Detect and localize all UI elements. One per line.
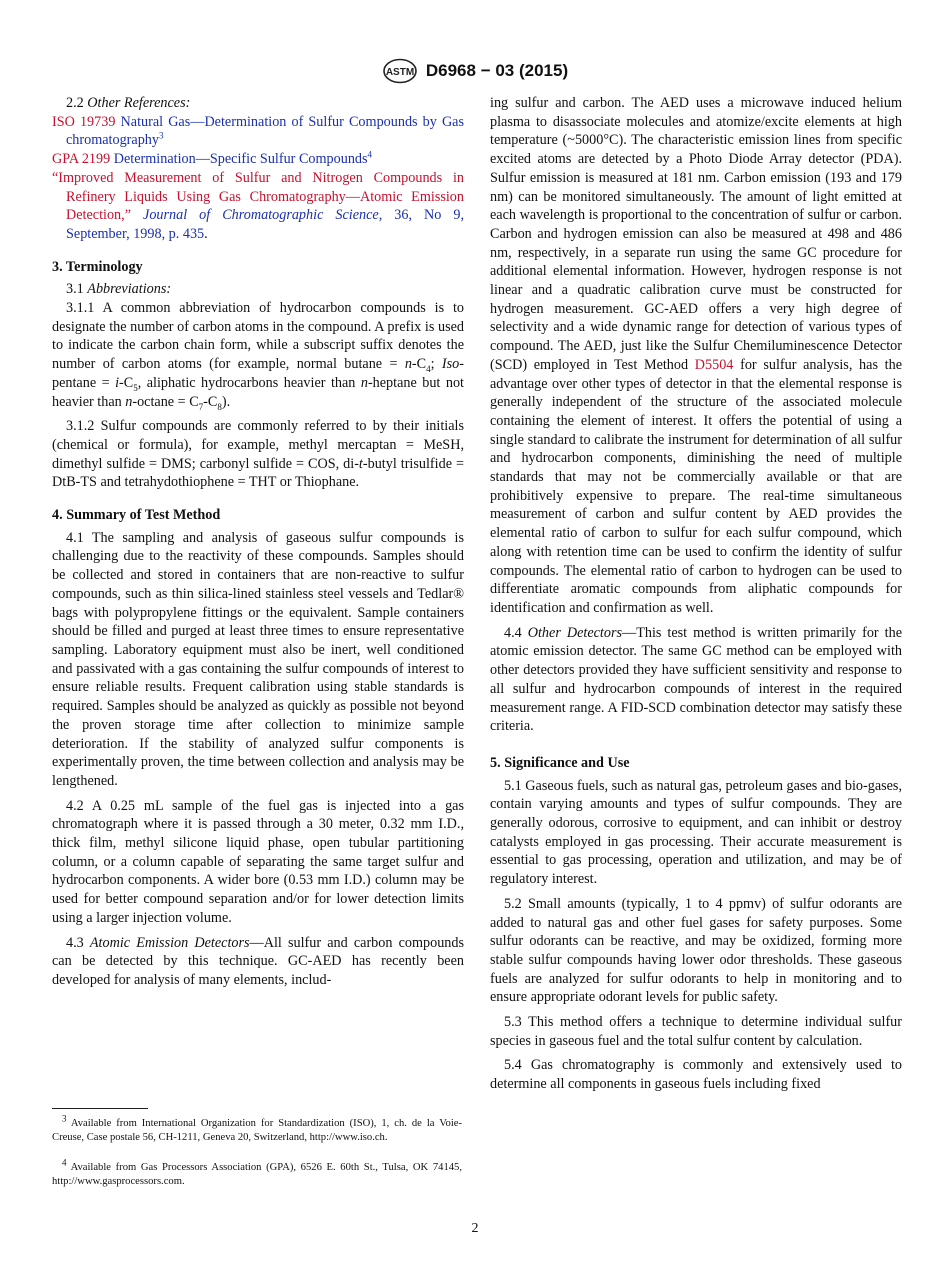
logo-text: ASTM bbox=[385, 67, 415, 78]
footnote-4: $^4$ Available from Gas Processors Association (GPA), 6526 E. 60th St., Tulsa, OK 74145, http://www.gasprocessors.com. bbox=[52, 1157, 462, 1187]
other-references-heading: 2.2 Other References: bbox=[66, 95, 191, 111]
paragraph-4-4: 4.4 Other Detectors—This test method is written primarily for the atomic emission detector. The same GC method can be employed with other detectors provided they have sufficient sensitivity and response to all sulfur and hydrocarbon compounds of interest in the required measurement range. A FID-SCD combination detector may satisfy these criteria. bbox=[490, 624, 902, 735]
paragraph-5-1: 5.1 Gaseous fuels, such as natural gas, petroleum gases and bio-gases, contain varying amounts and types of sulfur compounds. They are generally odorous, corrosive to equipment, and can inhibit or destroy catalysts employed in gas processing. Their accurate measurement is essential to gas processing, operation and utilization, and may be of regulatory interest. bbox=[490, 777, 902, 888]
astm-logo-icon bbox=[382, 58, 418, 84]
section-3-heading: 3. Terminology bbox=[52, 258, 143, 275]
paragraph-4-3-continued: ing sulfur and carbon. The AED uses a microwave induced helium plasma to disassociate molecules and atomize/excite elements at high temperature (~5000°C). The characteristic emission lines from specific excited atoms are detected by a Photo Diode Array detector (PDA). Sulfur emission is measured at 181 nm. Carbon emission (193 and 179 nm) can be monitored simultaneously. The amount of light emitted at each wavelength is proportional to the concentration of sulfur or carbon. Carbon and hydrogen emission can also be measured at 498 and 486 nm, respectively, in a separate run using the same GC procedure for additional elemental information. However, hydrogen response is not linear and a quadratic calibration curve must be constructed for hydrogen measurement. GC-AED offers a very high degree of selectivity and a wide dynamic range for detection of various types of compound. The AED, just like the Sulfur Chemiluminescence Detector (SCD) employed in Test Method D5504 for sulfur analysis, has the advantage over other types of detector in that the elemental response is generally independent of the structure of the associated molecule containing the element of interest. It offers the potential of using a single standard to calibrate the instrument for determination of all sulfur and hydrocarbon components, diminishing the need of multiple standards that may not be commercially available or that are prohibitively expensive to prepare. The real-time simultaneous measurement of carbon and sulfur content by AED provides the elemental ratio of carbon to sulfur for each sulfur compound, which along with retention time can be used to confirm the identity of sulfur compounds. The elemental ratio of carbon to hydrogen can be used to differentiate aromatic compounds from aliphatic compounds for identification and confirmation as well. bbox=[490, 95, 902, 616]
page-header bbox=[0, 58, 950, 84]
left-column bbox=[52, 94, 464, 990]
paragraph-4-2: 4.2 A 0.25 mL sample of the fuel gas is injected into a gas chromatograph where it is passed through a 30 meter, 0.32 mm I.D., thick film, methyl silicone liquid phase, open tubular partitioning column, or a column capable of separating the same target sulfur and hydrocarbon components. A wider bore (0.53 mm I.D.) column may be used for better compound separation and/or for lower detection limits using a larger injection volume. bbox=[52, 797, 464, 926]
d5504-link[interactable]: D5504 bbox=[694, 356, 734, 373]
paragraph-3-1-1: 3.1.1 A common abbreviation of hydrocarbon compounds is to designate the number of carbon atoms in the compound. A prefix is used to indicate the carbon chain form, while a subscript suffix denotes the number of carbon atoms (for example, normal $butane = n-C_4$; $Iso-pentane = i-C_5$, aliphatic hydrocarbons heavier than n-heptane but not heavier than $n-octane = C_7-C_8$). bbox=[52, 300, 464, 412]
iso-19739-link[interactable]: ISO 19739 bbox=[52, 113, 116, 130]
paragraph-3-1-2: 3.1.2 Sulfur compounds are commonly referred to by their initials (chemical or formula), for example, methyl mercaptan = MeSH, dimethyl sulfide = DMS; carbonyl sulfide = COS, di-t-butyl trisulfide = DtB-TS and tetrahydothiophene = THT or Thiophane. bbox=[52, 418, 464, 491]
paragraph-4-1: 4.1 The sampling and analysis of gaseous sulfur compounds is challenging due to the reactivity of these compounds. Samples should be collected and stored in containers that are non-reactive to sulfur compounds, such as thin silica-lined stainless steel vessels and Tedlar® bags with polypropylene fittings or the equivalent. Sample containers should be filled and purged at least three times to ensure representative sampling. Laboratory equipment must also be inert, well conditioned and passivated with a gas containing the sulfur compounds of interest to ensure reliable results. Frequent calibration using stable standards is required. Samples should be analyzed as quickly as possible not beyond the proven storage time after collection to minimize sample deterioration. If the stability of analyzed sulfur components is experimentally proven, the time between collection and analysis may be lengthened. bbox=[52, 529, 464, 789]
reference-gpa-2199: GPA 2199 Determination—Specific Sulfur Compounds$^4$ bbox=[52, 149, 373, 168]
paragraph-4-3: 4.3 Atomic Emission Detectors—All sulfur and carbon compounds can be detected by this technique. GC-AED has recently been developed for analysis of many elements, includ- bbox=[52, 934, 465, 988]
paragraph-5-2: 5.2 Small amounts (typically, 1 to 4 ppmv) of sulfur odorants are added to natural gas and other fuel gases for safety purposes. Some sulfur odorants can be reactive, and may be oxidized, forming more stable sulfur compounds having lower odor thresholds. These gaseous fuels are analyzed for sulfur odorants to help in monitoring and to ensure appropriate odorant levels for public safety. bbox=[490, 895, 902, 1006]
right-column bbox=[490, 94, 902, 1094]
footnote-divider bbox=[52, 1108, 148, 1109]
gpa-2199-link[interactable]: GPA 2199 bbox=[52, 151, 111, 168]
document-designation: D6968 − 03 (2015) bbox=[425, 61, 569, 80]
paragraph-5-3: 5.3 This method offers a technique to determine individual sulfur species in gaseous fuel and the total sulfur content by calculation. bbox=[490, 1014, 902, 1049]
footnote-3: $^3$ Available from International Organization for Standardization (ISO), 1, ch. de la Voie-Creuse, Case postale 56, CH-1211, Geneva 20, Switzerland, http://www.iso.ch. bbox=[52, 1113, 462, 1143]
reference-iso-19739: ISO 19739 Natural Gas—Determination of Sulfur Compounds by Gas chromatography$^3$ bbox=[52, 113, 465, 149]
paragraph-3-1: 3.1 Abbreviations: bbox=[66, 281, 172, 298]
section-4-heading: 4. Summary of Test Method bbox=[52, 507, 221, 524]
reference-journal-article: “Improved Measurement of Sulfur and Nitrogen Compounds in Refinery Liquids Using Gas Chromatography—Atomic Emission Detection,” Journal of Chromatographic Science, 36, No 9, September, 1998, p. 435. bbox=[52, 169, 464, 242]
section-5-heading: 5. Significance and Use bbox=[490, 754, 630, 771]
paragraph-5-4: 5.4 Gas chromatography is commonly and extensively used to determine all components in gaseous fuels including fixed bbox=[490, 1057, 902, 1093]
page-number: 2 bbox=[471, 1221, 479, 1236]
journal-article-link[interactable]: “Improved Measurement of Sulfur and Nitrogen Compounds in Refinery Liquids Using Gas Chromatography—Atomic Emission Detection,” bbox=[52, 169, 464, 224]
